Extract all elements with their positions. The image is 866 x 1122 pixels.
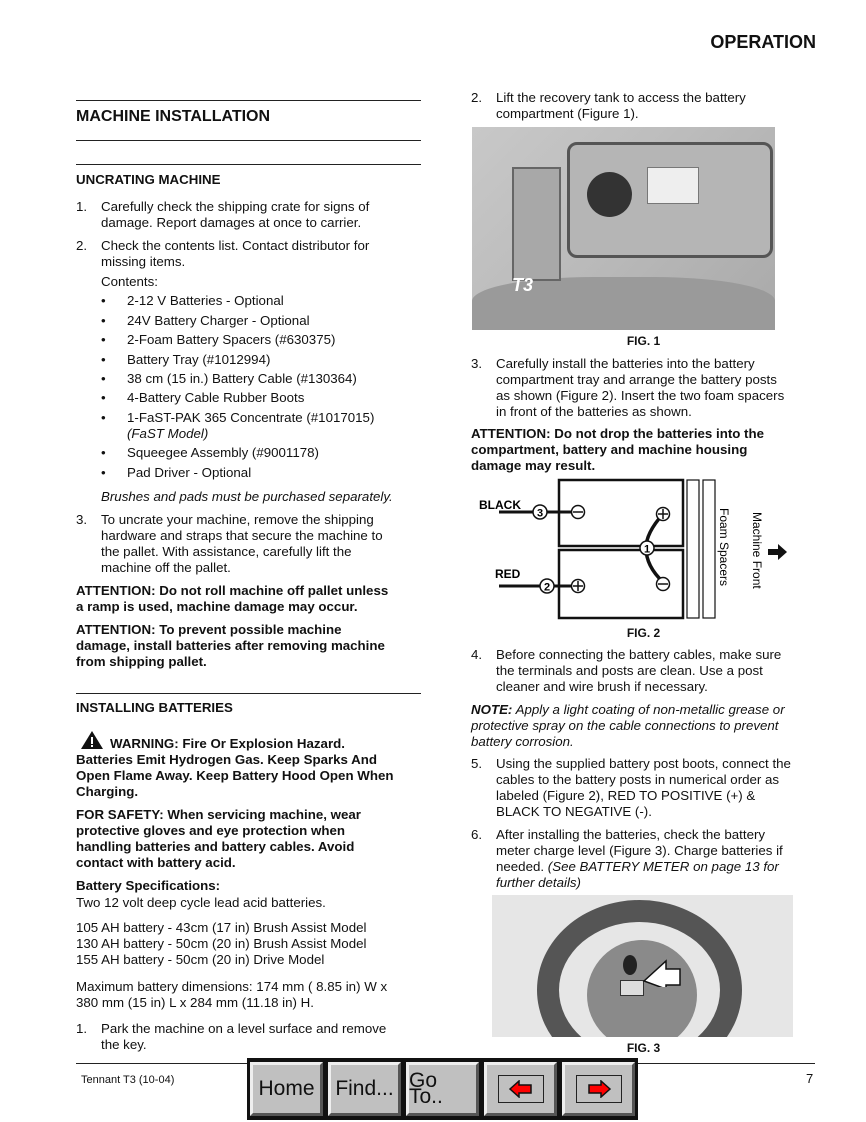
safety-text [76, 807, 361, 871]
installing-step-1 [76, 1021, 386, 1053]
section-header: OPERATION [710, 32, 816, 52]
fig-1-caption: FIG. 1 [626, 334, 661, 348]
contents-item: • 2-Foam Battery Spacers (#630375) [101, 332, 335, 348]
battery-dimensions [76, 979, 387, 1011]
line: Park the machine on a level surface and remove [101, 1021, 387, 1036]
uncrating-step-3 [76, 512, 383, 576]
line: Maximum battery dimensions: 174 mm ( 8.85 in) W x [76, 979, 388, 994]
line: labeled (Figure 2), RED TO POSITIVE (+) & [496, 788, 756, 803]
line: Open Flame Away. Keep Battery Hood Open When [76, 768, 394, 783]
line: ATTENTION: To prevent possible machine [76, 622, 342, 637]
goto-button[interactable]: Go To.. [406, 1062, 479, 1116]
contents-item: • 24V Battery Charger - Optional [101, 313, 310, 329]
line: ATTENTION: Do not drop the batteries into the [471, 426, 765, 441]
line: contact with battery acid. [76, 855, 236, 870]
uncrating-heading: UNCRATING MACHINE [76, 172, 221, 187]
left-arrow-icon [508, 1080, 534, 1098]
line: a ramp is used, machine damage may occur. [76, 599, 358, 614]
line: Carefully install the batteries into the battery [496, 356, 755, 371]
line: compartment (Figure 1). [496, 106, 639, 121]
label-3: 3 [536, 507, 544, 520]
line: To uncrate your machine, remove the shipping [101, 512, 374, 527]
section-title: MACHINE INSTALLATION [76, 108, 271, 125]
spec-line: 155 AH battery - 50cm (20 in) Drive Model [76, 952, 325, 967]
note-text [471, 702, 785, 750]
line: hardware and straps that secure the machine to [101, 528, 383, 543]
line: protective gloves and eye protection when [76, 823, 345, 838]
label-decal [647, 167, 699, 204]
line: damage, install batteries after removing machine [76, 638, 385, 653]
line: damage. Report damages at once to carrier. [101, 215, 362, 230]
label-1: 1 [643, 543, 651, 556]
contents-item: • Battery Tray (#1012994) [101, 352, 270, 368]
contents-label: Contents: [101, 274, 158, 289]
find-button[interactable]: Find... [328, 1062, 401, 1116]
line: further details) [496, 875, 581, 890]
line: Lift the recovery tank to access the battery [496, 90, 746, 105]
spec-heading: Battery Specifications: [76, 878, 221, 893]
step-number: 5. [471, 756, 483, 771]
line: compartment tray and arrange the battery posts [496, 372, 777, 387]
contents-item [101, 410, 374, 442]
line: in front of the batteries as shown. [496, 404, 692, 419]
page-number: 7 [806, 1071, 814, 1086]
terminal-positive [572, 580, 585, 593]
figure-3-photo [492, 895, 793, 1037]
side-panel [512, 167, 561, 281]
black-label: BLACK [479, 498, 521, 512]
attention-batteries [76, 622, 385, 670]
installing-step-4 [471, 647, 781, 695]
contents-item: • 38 cm (15 in.) Battery Cable (#130364) [101, 371, 357, 387]
battery-meter [620, 980, 644, 996]
key-switch [623, 955, 637, 975]
line: 380 mm (15 in) L x 284 mm (11.18 in) H. [76, 995, 314, 1010]
step-number: 4. [471, 647, 483, 662]
fig-2-caption: FIG. 2 [626, 626, 661, 640]
machine-front-label: Machine Front [750, 512, 764, 589]
step-number: 6. [471, 827, 483, 842]
footer-doc-id: Tennant T3 (10-04) [81, 1074, 175, 1086]
installing-step-6 [471, 827, 783, 891]
divider [76, 140, 421, 141]
line: cables to the battery posts in numerical order as [496, 772, 780, 787]
line: protective spray on the cable connections to prevent [471, 718, 779, 733]
line: needed. [496, 859, 548, 874]
installing-step-2 [471, 90, 746, 122]
line: battery corrosion. [471, 734, 574, 749]
line: the key. [101, 1037, 147, 1052]
step-number: 2. [76, 238, 88, 253]
right-column [471, 0, 816, 1060]
spec-list [76, 920, 366, 968]
terminal-positive [657, 508, 670, 521]
line: the terminals and posts are clean. Use a post [496, 663, 763, 678]
contents-item: • Pad Driver - Optional [101, 465, 251, 481]
line: Check the contents list. Contact distributor for [101, 238, 370, 253]
line: machine off the pallet. [101, 560, 231, 575]
foam-spacer [687, 480, 699, 618]
warning-icon [80, 730, 104, 750]
next-page-button[interactable] [562, 1062, 635, 1116]
home-button[interactable]: Home [250, 1062, 323, 1116]
line: ATTENTION: Do not roll machine off pallet unless [76, 583, 389, 598]
line: 1-FaST-PAK 365 Concentrate (#1017015) [127, 410, 375, 425]
installing-step-5 [471, 756, 791, 820]
divider [76, 693, 421, 694]
attention-drop [471, 426, 764, 474]
line: Apply a light coating of non-metallic grease or [512, 702, 785, 717]
right-arrow-icon [768, 544, 787, 560]
warning-text [76, 736, 393, 800]
line: cleaner and wire brush if necessary. [496, 679, 708, 694]
line: as shown (Figure 2). Insert the two foam spacers [496, 388, 785, 403]
arrow-frame [576, 1075, 622, 1103]
foam-spacers-label: Foam Spacers [717, 508, 731, 587]
line: from shipping pallet. [76, 654, 207, 669]
previous-page-button[interactable] [484, 1062, 557, 1116]
label-2: 2 [543, 581, 551, 594]
line: handling batteries and battery cables. Avoid [76, 839, 355, 854]
step-number: 2. [471, 90, 483, 105]
pointer-arrow-icon [642, 959, 682, 987]
line: Before connecting the battery cables, make sure [496, 647, 782, 662]
line: Charging. [76, 784, 139, 799]
fig-3-caption: FIG. 3 [626, 1041, 661, 1055]
terminal-negative [657, 578, 670, 591]
line: Carefully check the shipping crate for signs of [101, 199, 370, 214]
uncrating-step-1 [76, 199, 369, 231]
foam-spacer [703, 480, 715, 618]
step-number: 1. [76, 199, 88, 214]
pdf-navigation-bar [247, 1058, 638, 1120]
spec-line: 130 AH battery - 50cm (20 in) Brush Assist Model [76, 936, 367, 951]
line: Batteries Emit Hydrogen Gas. Keep Sparks And [76, 752, 377, 767]
brushes-note: Brushes and pads must be purchased separately. [101, 489, 393, 504]
figure-2-diagram [471, 478, 816, 623]
right-arrow-icon [586, 1080, 612, 1098]
line: compartment, battery and machine housing [471, 442, 748, 457]
terminal-negative [572, 506, 585, 519]
line: WARNING: Fire Or Explosion Hazard. [110, 736, 345, 751]
installing-heading: INSTALLING BATTERIES [76, 700, 233, 715]
line: Using the supplied battery post boots, connect the [496, 756, 791, 771]
installing-step-3 [471, 356, 784, 420]
step-number: 3. [471, 356, 483, 371]
contents-item: • Squeegee Assembly (#9001178) [101, 445, 319, 461]
step-number: 3. [76, 512, 88, 527]
line: the pallet. With assistance, carefully lift the [101, 544, 352, 559]
red-label: RED [495, 567, 521, 581]
figure-1-photo [472, 127, 775, 330]
contents-item: • 2-12 V Batteries - Optional [101, 293, 284, 309]
spec-text: Two 12 volt deep cycle lead acid batteries. [76, 895, 326, 910]
divider [76, 164, 421, 165]
line: FOR SAFETY: When servicing machine, wear [76, 807, 361, 822]
line: BLACK TO NEGATIVE (-). [496, 804, 652, 819]
line: missing items. [101, 254, 186, 269]
line: damage may result. [471, 458, 596, 473]
step-number: 1. [76, 1021, 88, 1036]
attention-pallet [76, 583, 388, 615]
line: (FaST Model) [127, 426, 209, 441]
tank-opening [587, 172, 632, 217]
note-label: NOTE: [471, 702, 513, 717]
spec-line: 105 AH battery - 43cm (17 in) Brush Assist Model [76, 920, 367, 935]
contents-item: • 4-Battery Cable Rubber Boots [101, 390, 304, 406]
left-column [76, 0, 421, 1060]
line: After installing the batteries, check the battery [496, 827, 766, 842]
line: (See BATTERY METER on page 13 for [547, 859, 779, 874]
arrow-frame [498, 1075, 544, 1103]
divider [76, 100, 421, 101]
t3-logo: T3 [512, 275, 534, 295]
uncrating-step-2 [76, 238, 369, 270]
line: meter charge level (Figure 3). Charge batteries if [496, 843, 783, 858]
